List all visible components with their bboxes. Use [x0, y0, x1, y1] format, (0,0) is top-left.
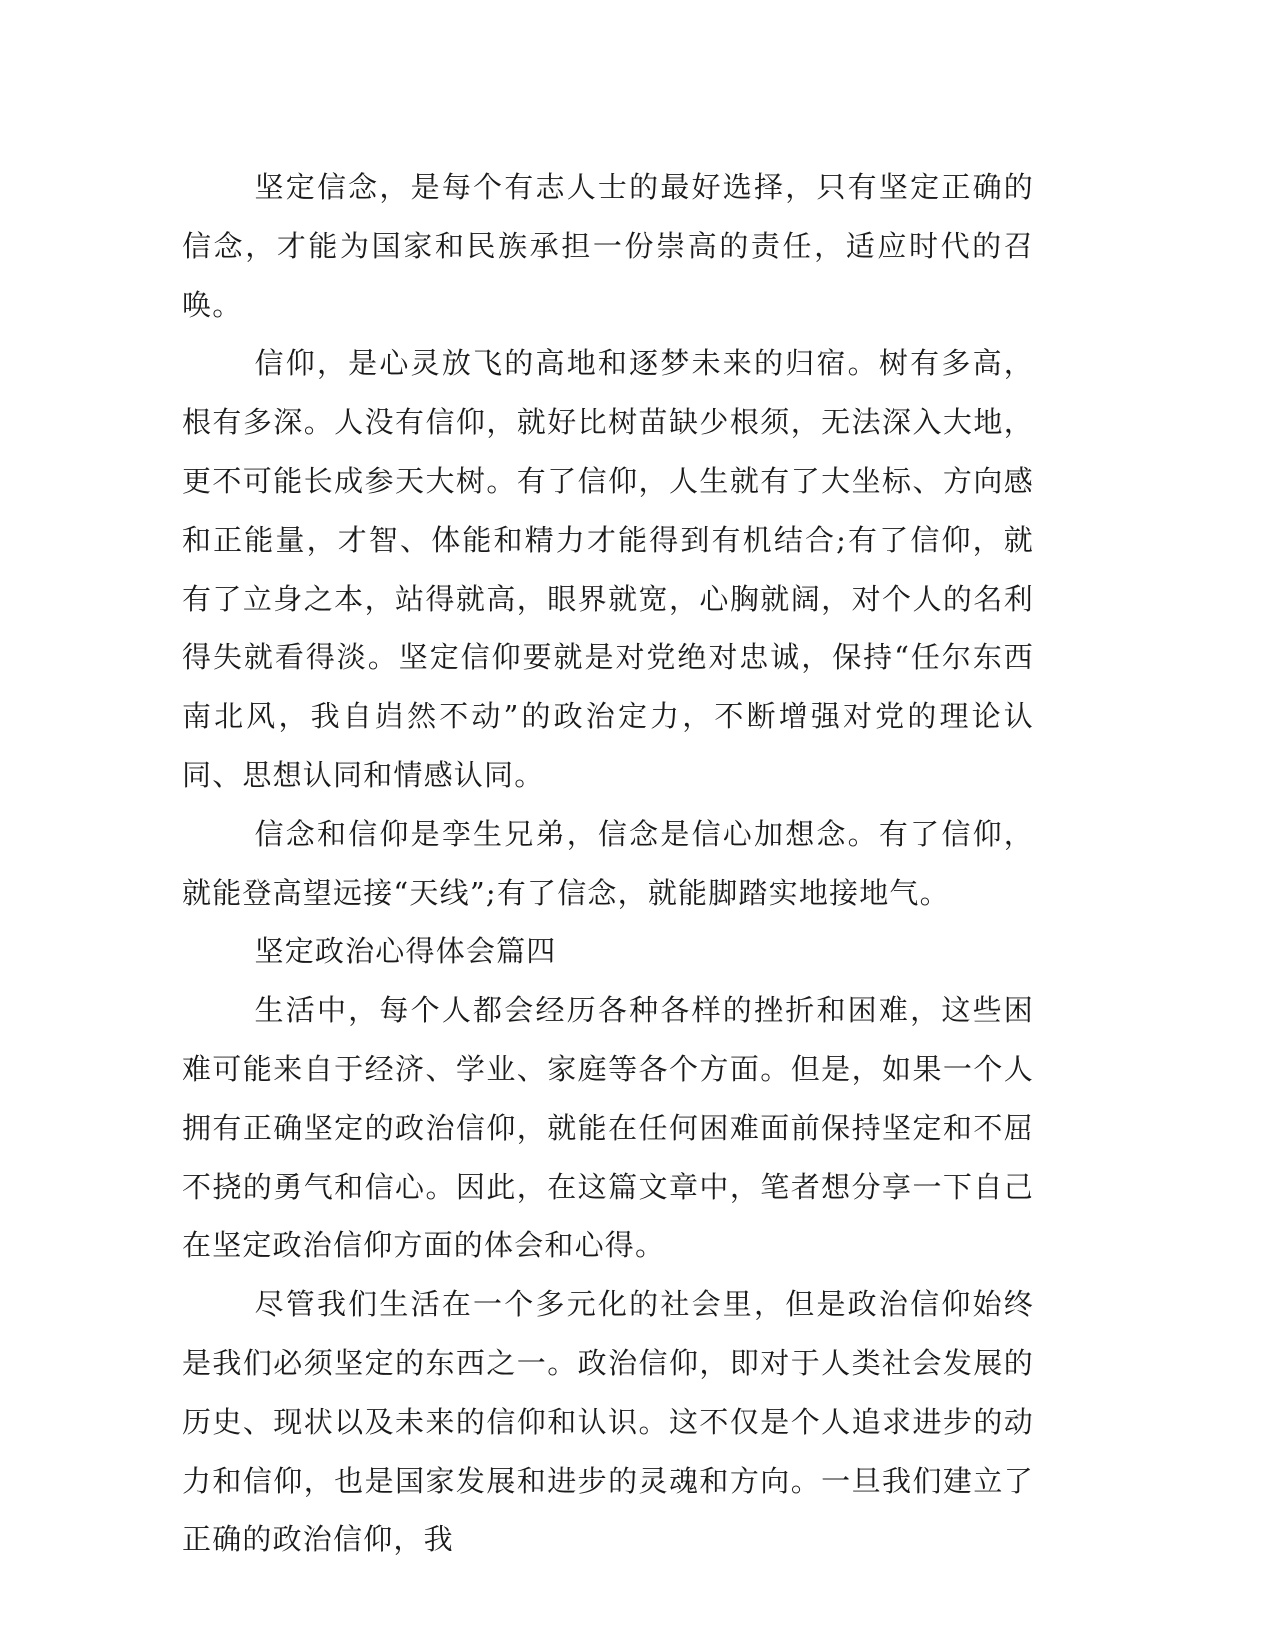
paragraph-3: 信念和信仰是孪生兄弟，信念是信心加想念。有了信仰，就能登高望远接“天线”;有了信念，就能脚踏实地接地气。 [182, 816, 1034, 910]
paragraph-1: 坚定信念，是每个有志人士的最好选择，只有坚定正确的信念，才能为国家和民族承担一份崇高的责任，适应时代的召唤。 [182, 170, 1034, 322]
paragraph-2: 信仰，是心灵放飞的高地和逐梦未来的归宿。树有多高，根有多深。人没有信仰，就好比树苗缺少根须，无法深入大地，更不可能长成参天大树。有了信仰，人生就有了大坐标、方向感和正能量，才智、体能和精力才能得到有机结合;有了信仰，就有了立身之本，站得就高，眼界就宽，心胸就阔，对个人的名利得失就看得淡。坚定信仰要就是对党绝对忠诚，保持“任尔东西南北风，我自岿然不动”的政治定力，不断增强对党的理论认同、思想认同和情感认同。 [182, 346, 1034, 792]
paragraph-4: 生活中，每个人都会经历各种各样的挫折和困难，这些困难可能来自于经济、学业、家庭等各个方面。但是，如果一个人拥有正确坚定的政治信仰，就能在任何困难面前保持坚定和不屈不挠的勇气和信心。因此，在这篇文章中，笔者想分享一下自己在坚定政治信仰方面的体会和心得。 [182, 993, 1034, 1263]
section-heading: 坚定政治心得体会篇四 [254, 934, 557, 969]
paragraph-5: 尽管我们生活在一个多元化的社会里，但是政治信仰始终是我们必须坚定的东西之一。政治信仰，即对于人类社会发展的历史、现状以及未来的信仰和认识。这不仅是个人追求进步的动力和信仰，也是国家发展和进步的灵魂和方向。一旦我们建立了正确的政治信仰，我 [182, 1287, 1034, 1557]
document-body [182, 158, 1034, 1569]
